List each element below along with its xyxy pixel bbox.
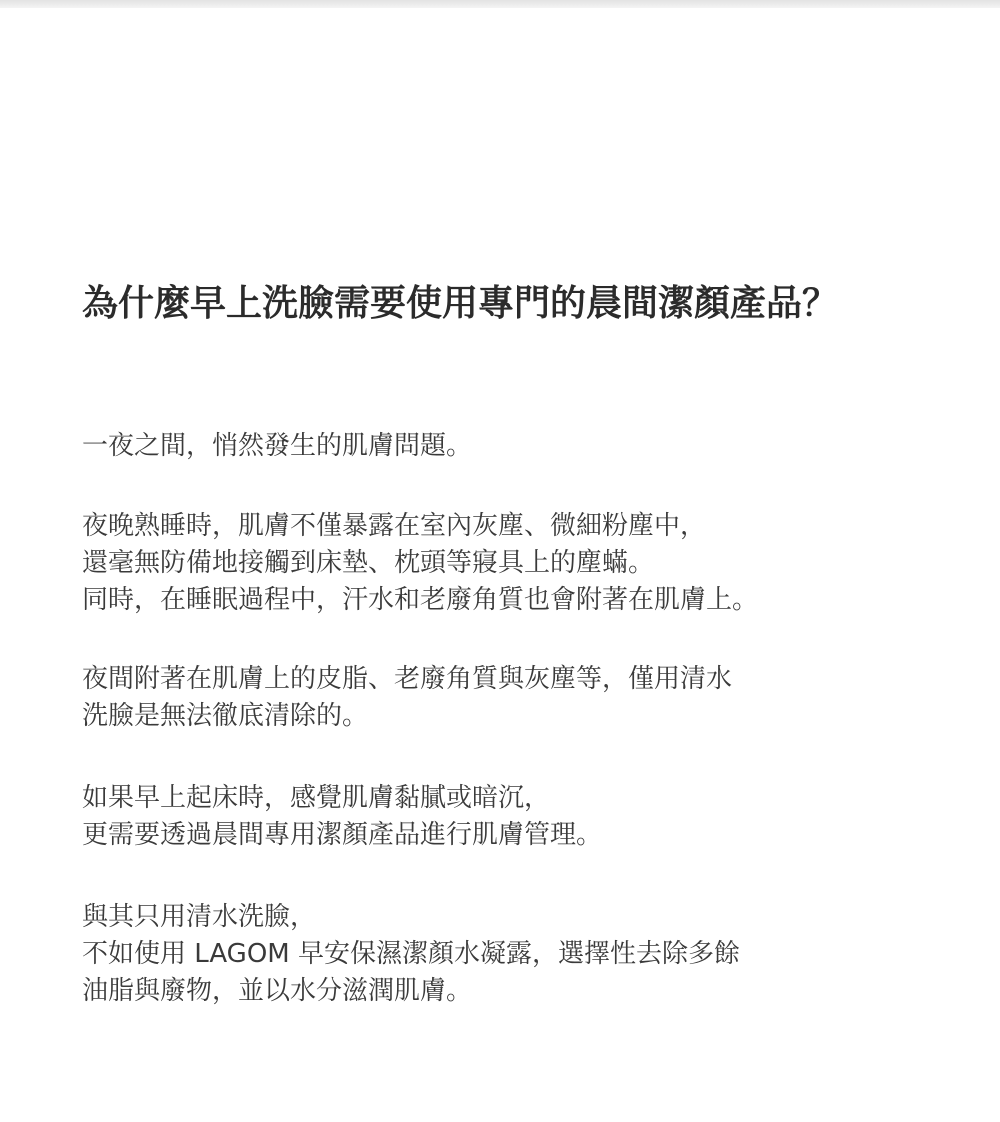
article-title: 為什麼早上洗臉需要使用專門的晨間潔顏產品？ bbox=[82, 283, 839, 324]
paragraph-morning-care bbox=[82, 780, 942, 854]
text-line: 如果早上起床時，感覺肌膚黏膩或暗沉， bbox=[82, 783, 551, 813]
paragraph-water-insufficient bbox=[82, 661, 942, 735]
paragraph-overnight-problem bbox=[82, 428, 942, 465]
article-content bbox=[82, 278, 942, 1010]
text-line: 不如使用 LAGOM 早安保濕潔顏水凝露，選擇性去除多餘 bbox=[82, 939, 740, 969]
paragraph-sleep-exposure bbox=[82, 508, 942, 619]
paragraph-product-recommendation bbox=[82, 899, 942, 1010]
text-line: 更需要透過晨間專用潔顏產品進行肌膚管理。 bbox=[82, 820, 603, 850]
text-line: 夜晚熟睡時，肌膚不僅暴露在室內灰塵、微細粉塵中， bbox=[82, 511, 707, 541]
text-line: 洗臉是無法徹底清除的。 bbox=[82, 701, 369, 731]
text-line: 與其只用清水洗臉， bbox=[82, 902, 317, 932]
text-line: 還毫無防備地接觸到床墊、枕頭等寢具上的塵蟎。 bbox=[82, 548, 655, 578]
text-line: 一夜之間，悄然發生的肌膚問題。 bbox=[82, 431, 473, 461]
text-line: 同時，在睡眠過程中，汗水和老廢角質也會附著在肌膚上。 bbox=[82, 585, 759, 615]
text-line: 夜間附著在肌膚上的皮脂、老廢角質與灰塵等，僅用清水 bbox=[82, 664, 733, 694]
top-image-strip bbox=[0, 0, 1000, 8]
text-line: 油脂與廢物，並以水分滋潤肌膚。 bbox=[82, 976, 473, 1006]
